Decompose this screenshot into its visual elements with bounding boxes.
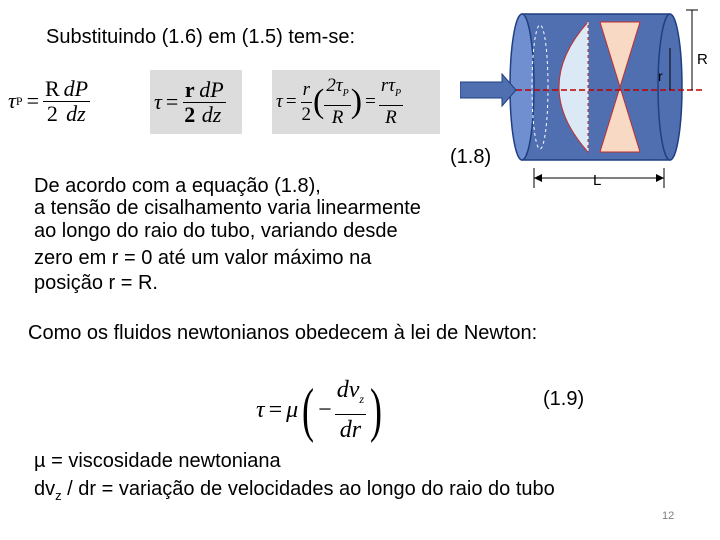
- label-L: L: [593, 172, 602, 189]
- equation-tau-p-R: τ P = $\frac{R}{2}$ $\frac{dP}{dz}$: [8, 75, 89, 126]
- tube-body: [522, 14, 670, 160]
- paragraph-line-5: posição r = R.: [34, 272, 158, 294]
- equation-tau-linear: τ = $\frac{r}{2}$ ( $\frac{2\tau_P}{R}$ ) = $\frac{r\tau_P}{R}$: [272, 70, 440, 134]
- equation-number-1-8: (1.8): [450, 146, 492, 168]
- paragraph-line-3: ao longo do raio do tubo, variando desde: [34, 220, 398, 242]
- flow-arrow-icon: [460, 74, 516, 106]
- heading: Substituindo (1.6) em (1.5) tem-se:: [46, 26, 356, 48]
- paragraph-line-4: zero em r = 0 até um valor máximo na: [34, 247, 372, 269]
- paragraph-line-1: De acordo com a equação (1.8),: [34, 175, 321, 197]
- tube-flow-diagram: [460, 2, 720, 194]
- definition-mu: µ = viscosidade newtoniana: [34, 450, 281, 472]
- newton-law-text: Como os fluidos newtonianos obedecem à lei de Newton:: [28, 322, 538, 344]
- equation-newton-law: τ = μ ( − $\frac{dv_z}{dr}$ ): [256, 377, 383, 443]
- label-r: r: [658, 68, 663, 84]
- equation-tau-r: τ = $\frac{r}{2}$ $\frac{dP}{dz}$: [150, 70, 242, 134]
- equation-number-1-9: (1.9): [543, 388, 585, 410]
- definition-dv-dr: $dv_z$ / dr = variação de velocidades ao longo do raio do tubo: [34, 478, 555, 503]
- paragraph-line-2: a tensão de cisalhamento varia linearmente: [34, 197, 421, 219]
- label-R: R: [697, 51, 708, 68]
- slide-number: 12: [662, 510, 675, 522]
